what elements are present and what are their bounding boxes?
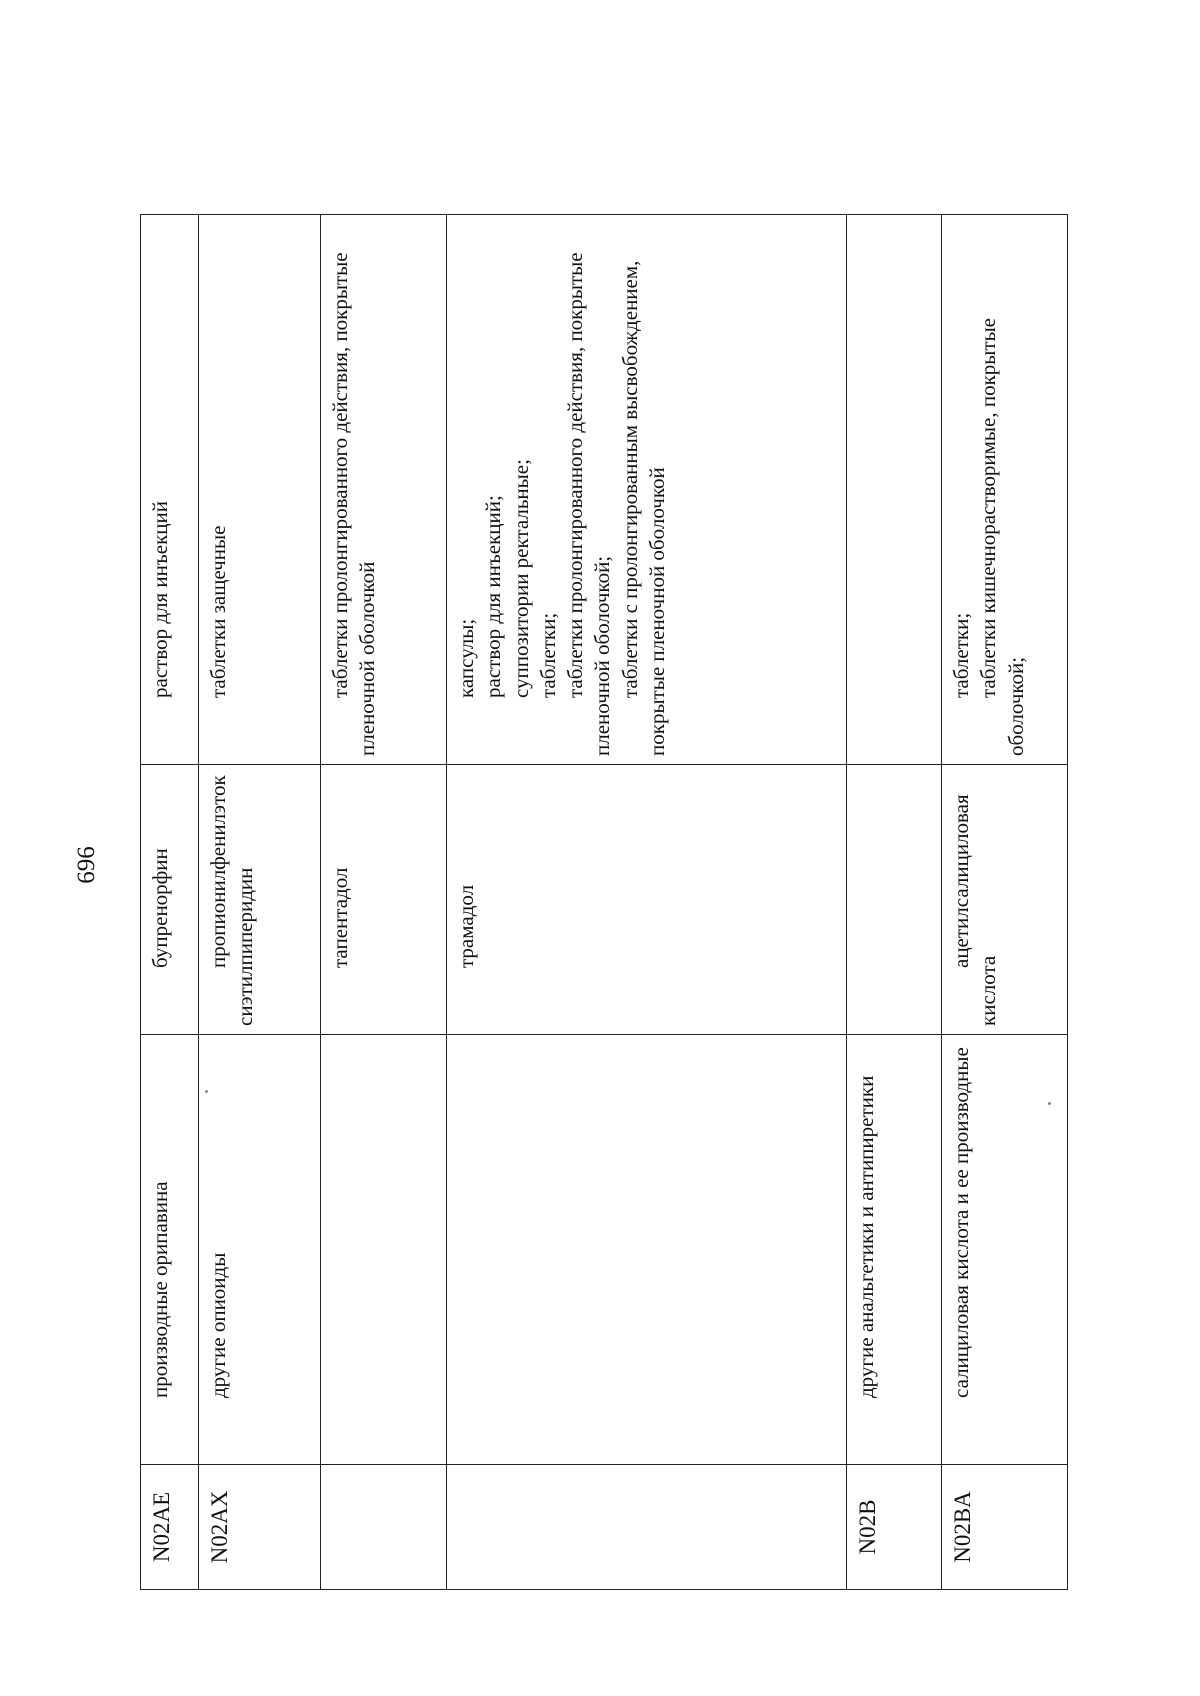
form-line: таблетки; [949,612,973,698]
group-cell: производные орипавина [141,1035,199,1465]
form-line: таблетки пролонгированного действия, покрытые пленочной оболочкой; [563,252,615,756]
drug-cell: пропионилфенилэтоксиэтилпиперидин [199,765,321,1035]
form-cell [141,215,199,765]
atc-code-cell: N02BA [942,1465,1068,1590]
form-line: раствор для инъекций; [481,495,506,698]
form-cell [199,215,321,765]
form-cell [942,215,1068,765]
form-cell [447,215,847,765]
drug-cell: тапентадол [321,765,447,1035]
form-line: суппозитории ректальные; [508,459,533,698]
drug-cell: трамадол [447,765,847,1035]
table-row [942,215,1068,1590]
table-row [447,215,847,1590]
table-row [141,215,199,1590]
form-line: таблетки с пролонгированным высвобождением, покрытые пленочной оболочкой [617,260,670,756]
rotated-table-container [140,215,1095,1590]
table-row [847,215,942,1590]
form-line: таблетки защечные [206,525,230,698]
form-cell [321,215,447,765]
group-cell: другие опиоиды [199,1035,321,1465]
form-line: раствор для инъекций [148,501,172,698]
atc-code-cell: N02AE [141,1465,199,1590]
page-number: 696 [73,846,100,884]
atc-code-cell [447,1465,847,1590]
drug-cell: бупренорфин [141,765,199,1035]
atc-code-cell [321,1465,447,1590]
drug-cell [847,765,942,1035]
form-cell [847,215,942,765]
drug-cell: ацетилсалициловая кислота [942,765,1068,1035]
group-cell [447,1035,847,1465]
drug-table [140,214,1068,1590]
form-line: таблетки; [535,612,560,698]
group-cell: другие анальгетики и антипиретики [847,1035,942,1465]
form-line: таблетки пролонгированного действия, покрытые пленочной оболочкой [328,252,380,756]
group-cell [321,1035,447,1465]
group-cell: салициловая кислота и ее производные [942,1035,1068,1465]
table-row [199,215,321,1590]
form-line: капсулы; [454,618,478,698]
atc-code-cell: N02B [847,1465,942,1590]
atc-code-cell: N02AX [199,1465,321,1590]
form-line: таблетки кишечнорастворимые, покрытые оболочкой; [976,318,1028,756]
table-row [321,215,447,1590]
